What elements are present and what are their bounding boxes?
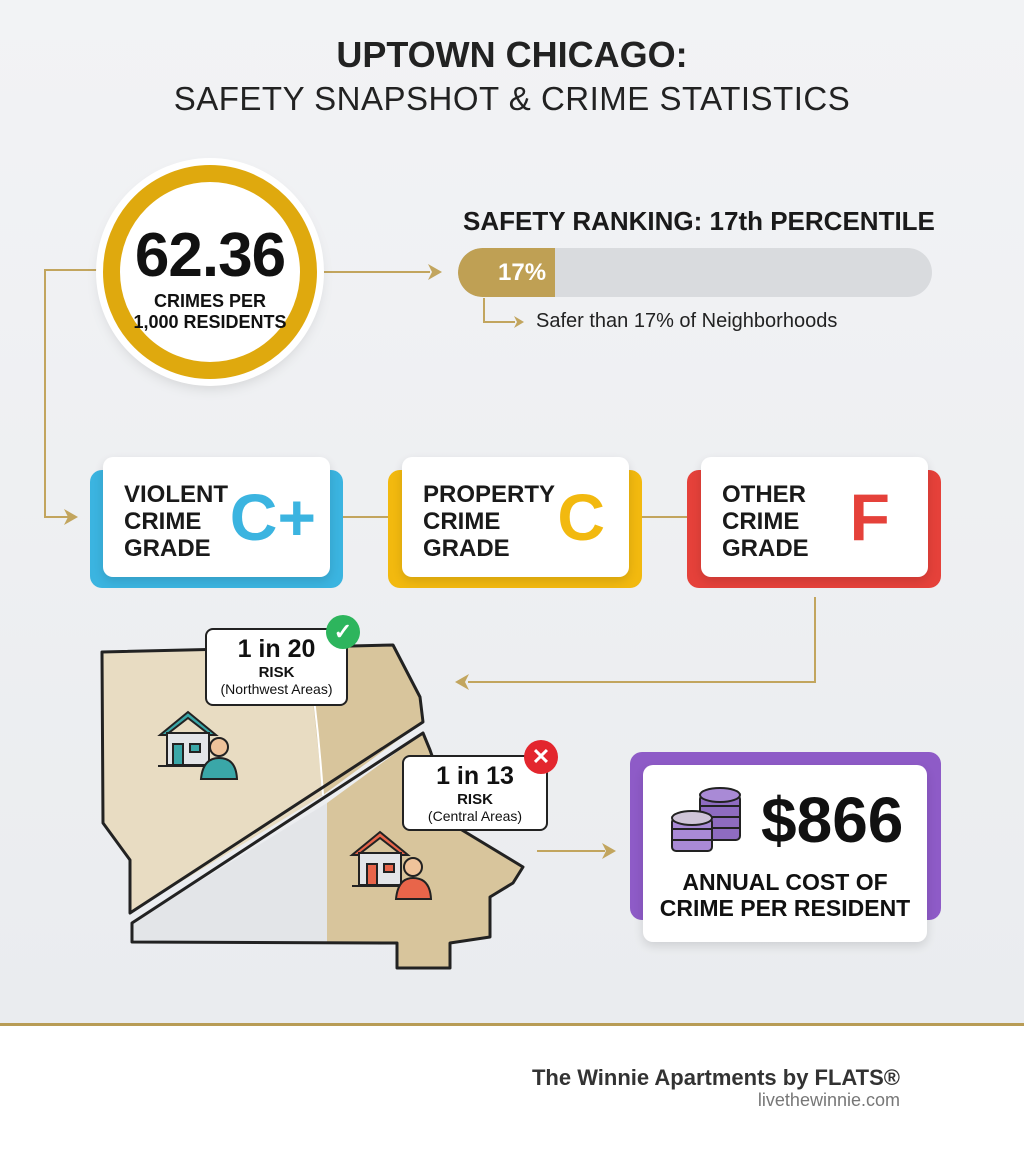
grade-label: GRADE <box>423 535 510 562</box>
ranking-title: SAFETY RANKING: 17th PERCENTILE <box>463 206 935 236</box>
cost-card <box>643 765 927 942</box>
connector-ranking-note <box>484 298 515 322</box>
crime-rate-label-2: 1,000 RESIDENTS <box>133 312 287 332</box>
grade-label: GRADE <box>722 535 809 562</box>
grade-label: GRADE <box>124 535 211 562</box>
risk-bubble-northwest <box>205 628 348 706</box>
grade-card-violent <box>103 457 330 577</box>
footer-url[interactable]: livethewinnie.com <box>757 1090 900 1110</box>
risk-odds: 1 in 13 <box>436 762 514 790</box>
risk-odds: 1 in 20 <box>237 635 316 663</box>
footer-brand: The Winnie Apartments by FLATS® <box>531 1065 900 1090</box>
cost-value: $866 <box>761 784 904 856</box>
page-subtitle: SAFETY SNAPSHOT & CRIME STATISTICS <box>173 80 851 117</box>
arrow-head-icon <box>428 264 442 280</box>
grade-card-other <box>701 457 928 577</box>
grade-label: OTHER <box>722 481 806 508</box>
risk-label: RISK <box>258 664 295 681</box>
arrow-head-icon <box>455 674 469 690</box>
footer-divider <box>0 1023 1024 1026</box>
cost-label-1: ANNUAL COST OF <box>682 869 888 895</box>
x-icon: ✕ <box>524 740 558 774</box>
risk-area: (Northwest Areas) <box>220 681 333 697</box>
arrow-head-icon <box>514 316 524 328</box>
crime-rate-circle <box>103 165 317 379</box>
percentile-bar <box>458 248 932 297</box>
ranking-note: Safer than 17% of Neighborhoods <box>536 310 838 332</box>
check-icon: ✓ <box>326 615 360 649</box>
risk-area: (Central Areas) <box>427 808 523 824</box>
grade-label: VIOLENT <box>124 481 229 508</box>
page-title: UPTOWN CHICAGO: <box>336 34 688 75</box>
grade-label: CRIME <box>423 508 501 535</box>
crime-rate-label-1: CRIMES PER <box>153 291 267 311</box>
grade-card-property <box>402 457 629 577</box>
risk-label: RISK <box>457 791 493 808</box>
cost-label-2: CRIME PER RESIDENT <box>659 895 911 921</box>
percentile-bar-label: 17% <box>498 259 547 286</box>
connector-grades-to-map <box>468 597 815 682</box>
crime-rate-value: 62.36 <box>134 221 286 290</box>
grade-value: C+ <box>229 480 316 554</box>
grade-value: C <box>557 480 605 554</box>
grade-label: CRIME <box>722 508 800 535</box>
grade-label: CRIME <box>124 508 202 535</box>
grade-label: PROPERTY <box>423 481 556 508</box>
grade-value: F <box>849 480 890 554</box>
